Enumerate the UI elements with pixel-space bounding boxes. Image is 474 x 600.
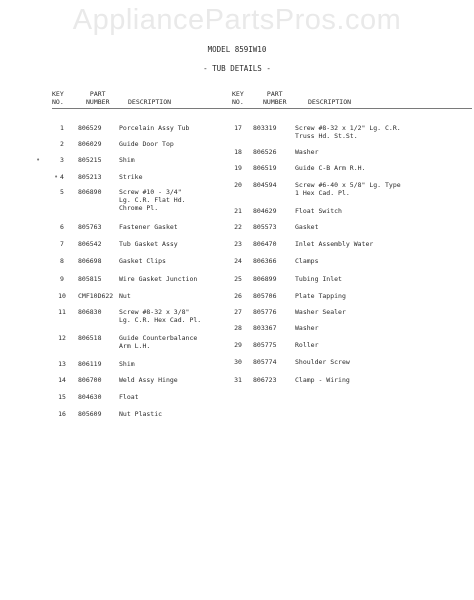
part-description: [295, 148, 318, 156]
description-line: Washer: [295, 148, 319, 156]
part-number: 806470: [253, 240, 277, 248]
part-description: [119, 334, 197, 350]
key-number: 23: [234, 240, 242, 248]
description-line: Chrome Pl.: [119, 204, 159, 212]
description-line: Plate Tapping: [295, 292, 346, 300]
part-description: [295, 324, 318, 332]
part-number-header: PART NUMBER: [86, 90, 110, 106]
description-line: Clamp - Wiring: [295, 376, 350, 384]
key-number: 26: [234, 292, 242, 300]
part-description: [295, 240, 373, 248]
description-line: Screw #6-40 x 5/8" Lg. Type: [295, 181, 401, 189]
part-number: 804594: [253, 181, 277, 189]
key-number: 22: [234, 223, 242, 231]
model-title: MODEL 859IW10: [207, 45, 267, 54]
part-description: [119, 156, 135, 164]
part-description: [295, 181, 401, 197]
part-number: 805775: [253, 341, 277, 349]
description-line: Lg. C.R. Flat Hd.: [119, 196, 186, 204]
part-description: [295, 308, 346, 316]
description-line: Tubing Inlet: [295, 275, 342, 283]
part-number: 806700: [78, 376, 102, 384]
part-description: [119, 275, 197, 283]
part-description: [119, 376, 178, 384]
description-line: Gasket: [295, 223, 319, 231]
part-description: [119, 223, 178, 231]
part-description: [119, 257, 166, 265]
key-number: 2: [60, 140, 64, 148]
part-number: 806723: [253, 376, 277, 384]
part-description: [295, 275, 342, 283]
part-number: 806529: [78, 124, 102, 132]
key-number: 8: [60, 257, 64, 265]
description-line: Shim: [119, 156, 135, 164]
key-number: 28: [234, 324, 242, 332]
key-number: 19: [234, 164, 242, 172]
description-header-right: DESCRIPTION: [308, 98, 352, 106]
part-description: [295, 358, 350, 366]
description-line: Washer: [295, 324, 319, 332]
part-description: [295, 376, 350, 384]
description-line: Clamps: [295, 257, 319, 265]
part-number-header-right: PART NUMBER: [263, 90, 287, 106]
part-description: [119, 240, 178, 248]
key-number: 6: [60, 223, 64, 231]
part-description: [295, 124, 401, 140]
part-number: 806526: [253, 148, 277, 156]
key-number: 21: [234, 207, 242, 215]
part-number: 806698: [78, 257, 102, 265]
part-description: [119, 173, 142, 181]
key-number: 20: [234, 181, 242, 189]
part-number: 805213: [78, 173, 102, 181]
part-description: [119, 188, 186, 212]
part-number: 803319: [253, 124, 277, 132]
description-line: Nut Plastic: [119, 410, 163, 418]
description-line: Truss Hd. St.St.: [295, 132, 358, 140]
part-description: [295, 341, 318, 349]
description-line: Gasket Clips: [119, 257, 166, 265]
key-number: 31: [234, 376, 242, 384]
part-number: 805776: [253, 308, 277, 316]
part-description: [295, 207, 342, 215]
description-line: Nut: [119, 292, 131, 300]
key-number: 25: [234, 275, 242, 283]
description-line: Shim: [119, 360, 135, 368]
part-number: 805763: [78, 223, 102, 231]
part-description: [119, 393, 139, 401]
description-line: Float Switch: [295, 207, 342, 215]
key-number: 5: [60, 188, 64, 196]
part-number: 806542: [78, 240, 102, 248]
part-number: 806029: [78, 140, 102, 148]
part-number: 806119: [78, 360, 102, 368]
description-line: Guide Counterbalance: [119, 334, 198, 342]
description-line: Screw #8-32 x 3/8": [119, 308, 190, 316]
description-line: Arm L.H.: [119, 342, 151, 350]
part-description: [119, 308, 201, 324]
part-description: [119, 292, 131, 300]
key-number: 9: [60, 275, 64, 283]
key-number: 15: [58, 393, 66, 401]
description-header: DESCRIPTION: [128, 98, 172, 106]
part-description: [119, 410, 162, 418]
part-number: 806830: [78, 308, 102, 316]
description-line: Roller: [295, 341, 319, 349]
description-line: Guide Door Top: [119, 140, 174, 148]
part-number: 806899: [253, 275, 277, 283]
scan-speck: •: [36, 156, 41, 164]
key-number: 14: [58, 376, 66, 384]
description-line: Weld Assy Hinge: [119, 376, 178, 384]
description-line: Screw #10 - 3/4": [119, 188, 182, 196]
part-number: 804629: [253, 207, 277, 215]
part-number: 805706: [253, 292, 277, 300]
part-description: [119, 360, 135, 368]
part-number: 805609: [78, 410, 102, 418]
key-number: 3: [60, 156, 64, 164]
part-number: 806890: [78, 188, 102, 196]
part-description: [295, 292, 346, 300]
header-divider: [52, 108, 472, 109]
scan-speck: •: [54, 173, 59, 181]
description-line: Fastener Gasket: [119, 223, 178, 231]
part-number: 805573: [253, 223, 277, 231]
key-no-header-right: KEY NO.: [232, 90, 244, 106]
description-line: Shoulder Screw: [295, 358, 350, 366]
key-no-header: KEY NO.: [52, 90, 64, 106]
description-line: Wire Gasket Junction: [119, 275, 198, 283]
description-line: 1 Hex Cad. Pl.: [295, 189, 350, 197]
description-line: Guide C-B Arm R.H.: [295, 164, 366, 172]
key-number: 18: [234, 148, 242, 156]
key-number: 29: [234, 341, 242, 349]
description-line: Tub Gasket Assy: [119, 240, 178, 248]
part-description: [119, 140, 174, 148]
key-number: 24: [234, 257, 242, 265]
key-number: 11: [58, 308, 66, 316]
part-number: 805774: [253, 358, 277, 366]
part-number: 806519: [253, 164, 277, 172]
part-description: [295, 223, 318, 231]
part-description: [119, 124, 189, 132]
key-number: 1: [60, 124, 64, 132]
watermark: AppliancePartsPros.com: [72, 4, 402, 36]
description-line: Washer Sealer: [295, 308, 346, 316]
key-number: 4: [60, 173, 64, 181]
description-line: Float: [119, 393, 139, 401]
part-description: [295, 257, 318, 265]
key-number: 7: [60, 240, 64, 248]
part-description: [295, 164, 365, 172]
description-line: Strike: [119, 173, 143, 181]
part-number: 805815: [78, 275, 102, 283]
key-number: 13: [58, 360, 66, 368]
description-line: Porcelain Assy Tub: [119, 124, 190, 132]
key-number: 12: [58, 334, 66, 342]
description-line: Lg. C.R. Hex Cad. Pl.: [119, 316, 202, 324]
section-title: - TUB DETAILS -: [203, 64, 271, 73]
part-number: 806366: [253, 257, 277, 265]
description-line: Inlet Assembly Water: [295, 240, 374, 248]
key-number: 16: [58, 410, 66, 418]
key-number: 17: [234, 124, 242, 132]
description-line: Screw #8-32 x 1/2" Lg. C.R.: [295, 124, 401, 132]
part-number: 803367: [253, 324, 277, 332]
key-number: 10: [58, 292, 66, 300]
key-number: 27: [234, 308, 242, 316]
part-number: 806518: [78, 334, 102, 342]
part-number: 805215: [78, 156, 102, 164]
part-number: 804630: [78, 393, 102, 401]
key-number: 30: [234, 358, 242, 366]
part-number: CMF10D622: [78, 292, 114, 300]
